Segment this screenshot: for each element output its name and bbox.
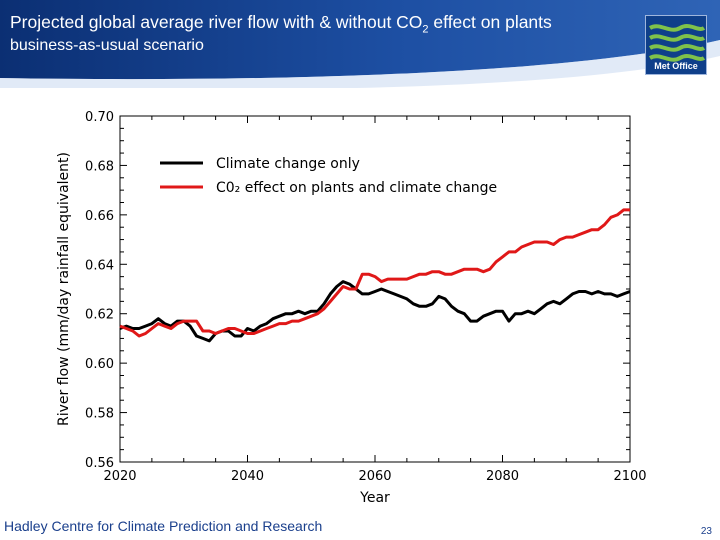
river-flow-chart: [0, 88, 720, 518]
x-tick-label: 2040: [230, 469, 265, 484]
x-axis-label: Year: [360, 490, 390, 506]
logo-text: Met Office: [654, 61, 698, 71]
title-subscript: 2: [422, 23, 429, 36]
slide-title: Projected global average river flow with & without $CO_2$ effect on plants: [10, 12, 552, 36]
y-axis-label: River flow (mm/day rainfall equivalent): [56, 152, 72, 426]
y-tick-label: 0.68: [85, 159, 114, 175]
footer-text: Hadley Centre for Climate Prediction and Research: [4, 518, 323, 534]
plot-frame: [120, 116, 630, 462]
y-tick-label: 0.56: [85, 456, 114, 471]
waves-icon: [646, 18, 706, 62]
legend-label-1: Climate change only: [216, 156, 360, 172]
y-tick-label: 0.64: [85, 258, 114, 274]
x-tick-label: 2020: [103, 469, 137, 484]
y-tick-label: 0.70: [85, 110, 114, 125]
page-number: 23: [700, 526, 712, 537]
y-tick-label: 0.66: [85, 208, 114, 224]
series-line-2: [120, 210, 630, 336]
x-tick-label: 2100: [613, 469, 647, 484]
x-tick-label: 2060: [358, 469, 392, 484]
y-tick-label: 0.58: [85, 406, 114, 422]
x-tick-label: 2080: [485, 469, 520, 484]
legend-label-2: C0₂ effect on plants and climate change: [216, 180, 498, 196]
slide-subtitle: business-as-usual scenario: [10, 37, 204, 54]
met-office-logo: [645, 15, 707, 75]
y-tick-label: 0.60: [85, 357, 114, 373]
y-tick-label: 0.62: [85, 307, 114, 323]
slide-header: [0, 0, 720, 88]
series-line-1: [120, 282, 630, 341]
